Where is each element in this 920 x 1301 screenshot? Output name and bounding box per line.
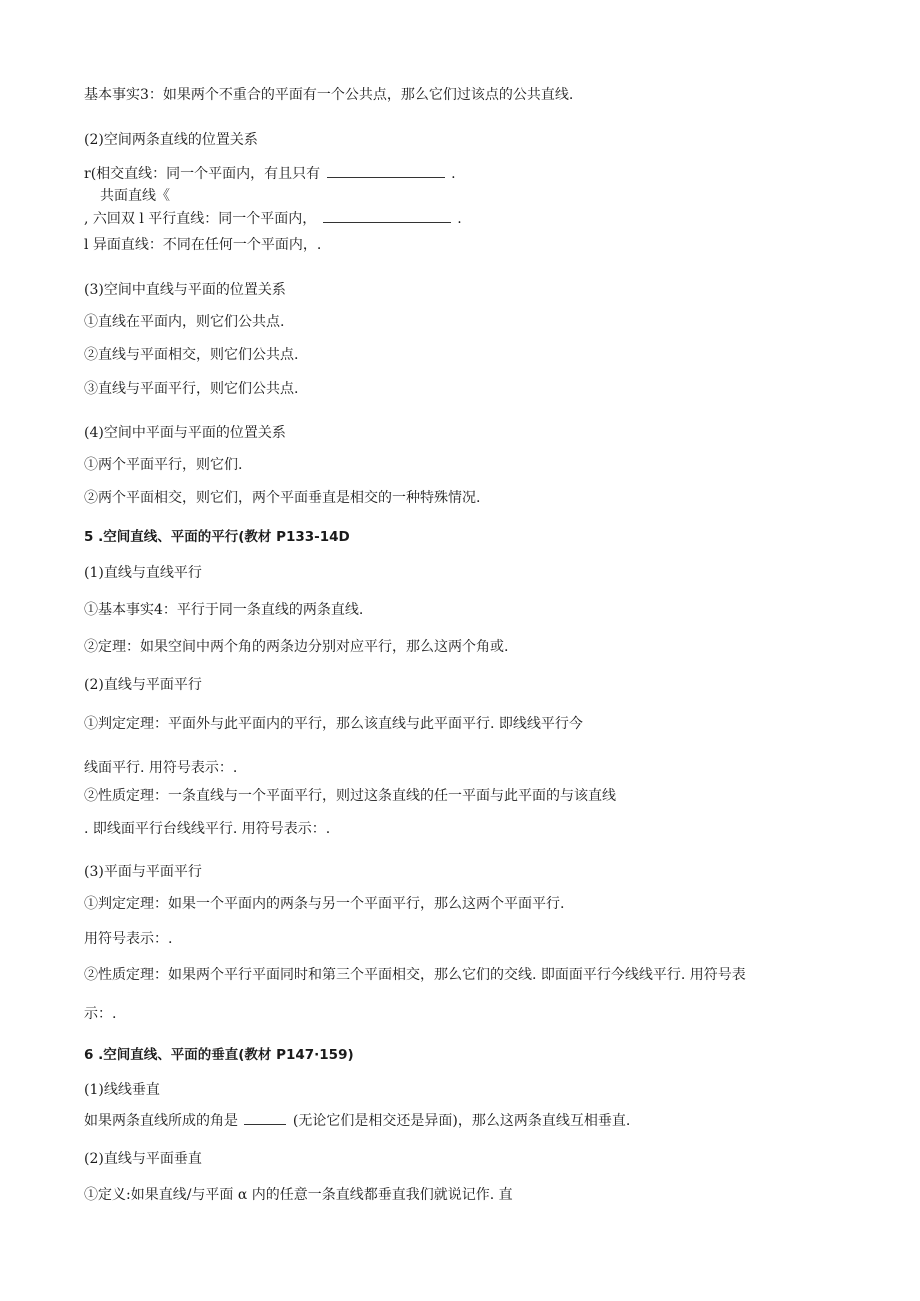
list-item: ①基本事实4：平行于同一条直线的两条直线. bbox=[84, 602, 364, 618]
heading-plane-plane-relation: (4)空间中平面与平面的位置关系 bbox=[84, 425, 286, 441]
period: . bbox=[457, 211, 462, 227]
period: . bbox=[451, 166, 456, 182]
fact-3-text: 基本事实3：如果两个不重合的平面有一个公共点，那么它们过该点的公共直线. bbox=[84, 87, 574, 103]
intersecting-lines-row bbox=[84, 165, 456, 183]
list-item: ①判定定理：如果一个平面内的两条与另一个平面平行，那么这两个平面平行. bbox=[84, 896, 565, 912]
list-item: ②性质定理：如果两个平行平面同时和第三个平面相交，那么它们的交线. 即面面平行今线线平行. 用符号表 bbox=[84, 967, 746, 983]
list-item: ②直线与平面相交，则它们公共点. bbox=[84, 347, 299, 363]
skew-lines-text: l 异面直线：不同在任何一个平面内，. bbox=[84, 237, 322, 253]
list-item: ②定理：如果空间中两个角的两条边分别对应平行，那么这两个角或. bbox=[84, 639, 509, 655]
parallel-lines-row bbox=[84, 210, 462, 228]
intersecting-lines-text: r(相交直线：同一个平面内，有且只有 bbox=[84, 166, 321, 182]
heading-line-plane-relation: (3)空间中直线与平面的位置关系 bbox=[84, 282, 286, 298]
paragraph-text: 用符号表示：. bbox=[84, 931, 173, 947]
subheading-line-plane-parallel: (2)直线与平面平行 bbox=[84, 677, 202, 693]
section-5-heading: 5 .空间直线、平面的平行(教材 P133-14D bbox=[84, 529, 350, 545]
subheading-plane-plane-parallel: (3)平面与平面平行 bbox=[84, 864, 202, 880]
list-item: ①定义:如果直线/与平面 α 内的任意一条直线都垂直我们就说记作. 直 bbox=[84, 1187, 513, 1203]
answer-blank bbox=[327, 165, 445, 178]
perpendicular-definition-text: (无论它们是相交还是异面)，那么这两条直线互相垂直. bbox=[292, 1113, 631, 1129]
subheading-line-line-parallel: (1)直线与直线平行 bbox=[84, 565, 202, 581]
paragraph-text: 线面平行. 用符号表示：. bbox=[84, 760, 238, 776]
list-item: ②性质定理：一条直线与一个平面平行，则过这条直线的任一平面与此平面的与该直线 bbox=[84, 788, 616, 804]
perpendicular-definition-row bbox=[84, 1112, 630, 1130]
paragraph-text: . 即线面平行台线线平行. 用符号表示：. bbox=[84, 821, 331, 837]
list-item: ①直线在平面内，则它们公共点. bbox=[84, 314, 285, 330]
list-item: ①判定定理：平面外与此平面内的平行，那么该直线与此平面平行. 即线线平行今 bbox=[84, 716, 583, 732]
answer-blank bbox=[244, 1112, 286, 1125]
list-item: ①两个平面平行，则它们. bbox=[84, 457, 243, 473]
perpendicular-definition-text: 如果两条直线所成的角是 bbox=[84, 1113, 238, 1129]
list-item: ②两个平面相交，则它们，两个平面垂直是相交的一种特殊情况. bbox=[84, 490, 481, 506]
coplanar-lines-label: 共面直线《 bbox=[100, 188, 170, 204]
list-item: ③直线与平面平行，则它们公共点. bbox=[84, 381, 299, 397]
parallel-lines-text: , 六回双 l 平行直线：同一个平面内， bbox=[84, 211, 317, 227]
subheading-line-line-perpendicular: (1)线线垂直 bbox=[84, 1082, 160, 1098]
section-6-heading: 6 .空间直线、平面的垂直(教材 P147·159) bbox=[84, 1047, 354, 1063]
heading-two-lines-relation: (2)空间两条直线的位置关系 bbox=[84, 132, 258, 148]
answer-blank bbox=[323, 210, 451, 223]
paragraph-text: 示：. bbox=[84, 1006, 117, 1022]
subheading-line-plane-perpendicular: (2)直线与平面垂直 bbox=[84, 1151, 202, 1167]
